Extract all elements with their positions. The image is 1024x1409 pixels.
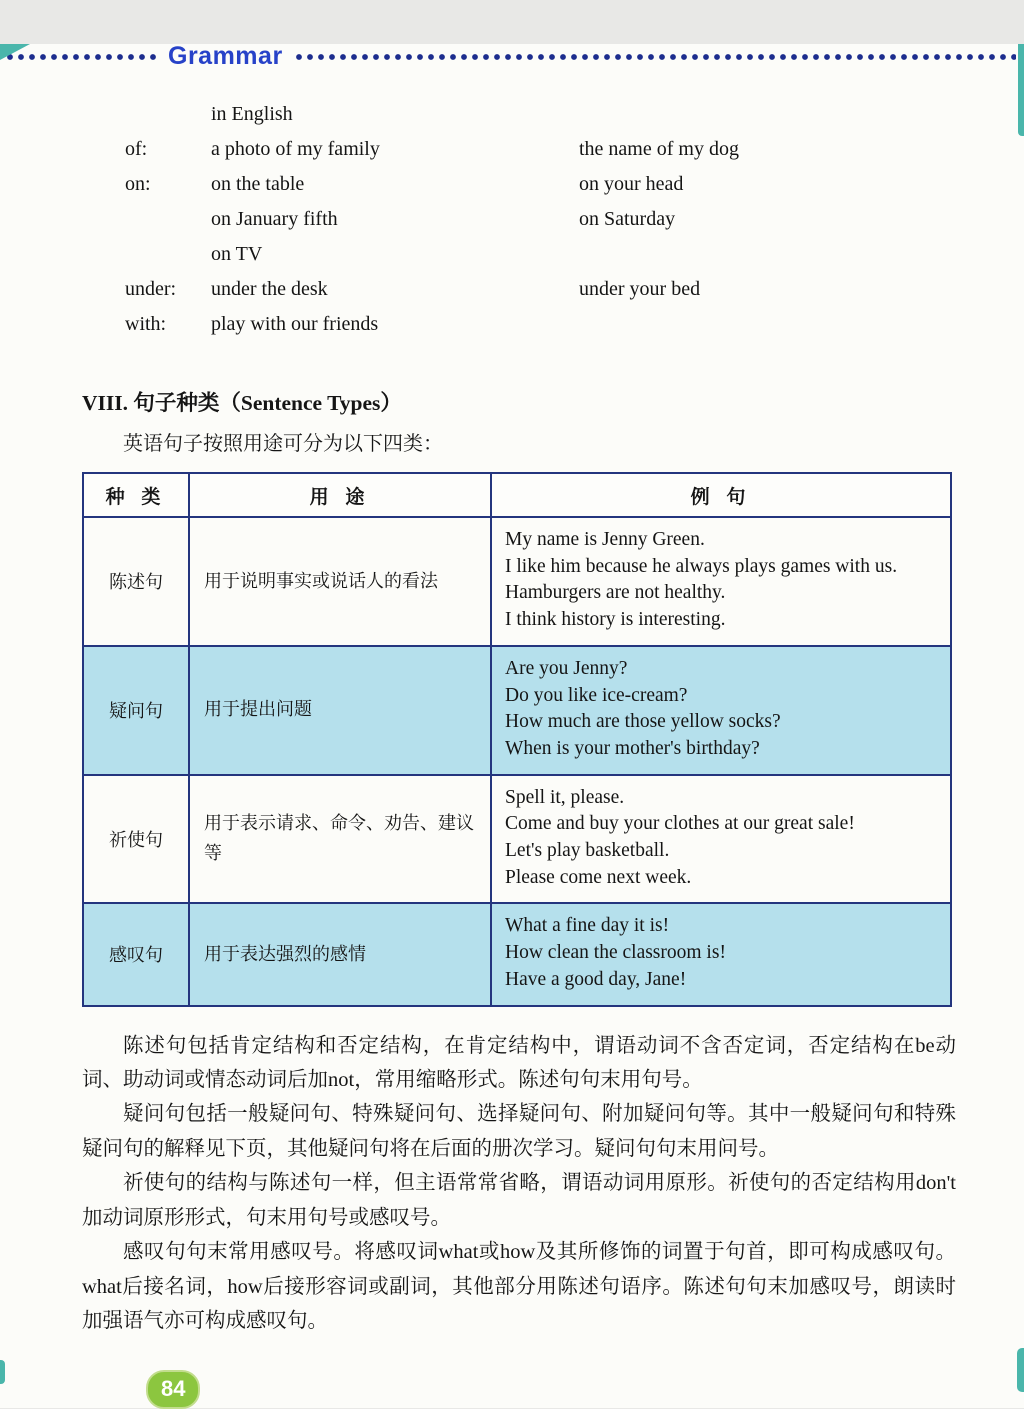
- scan-edge-mark-top-left: [0, 44, 30, 60]
- preposition-row: [125, 272, 964, 307]
- example-line: How much are those yellow socks?: [505, 711, 781, 733]
- example-line: How clean the classroom is!: [505, 942, 726, 964]
- paragraph-declarative: 陈述句包括肯定结构和否定结构，在肯定结构中，谓语动词不含否定词，否定结构在be动词、助动词或情态动词后加not，常用缩略形式。陈述句句末用句号。: [82, 1034, 956, 1091]
- preposition-label: under:: [125, 278, 177, 300]
- section-heading: VIII. 句子种类（Sentence Types）: [82, 391, 402, 415]
- sentence-examples: [491, 775, 951, 904]
- preposition-example: [579, 307, 964, 342]
- preposition-label: with:: [125, 313, 167, 335]
- paragraph-imperative: 祈使句的结构与陈述句一样，但主语常常省略，谓语动词用原形。祈使句的否定结构用don't加动词原形形式，句末用句号或感叹号。: [82, 1172, 956, 1229]
- sentence-types-table: [82, 472, 952, 1007]
- preposition-example: under the desk: [211, 278, 328, 300]
- page-title: Grammar: [168, 42, 283, 70]
- preposition-example: on your head: [579, 173, 684, 195]
- scan-edge-mark-bottom-right: [1017, 1348, 1024, 1392]
- paragraph-interrogative: 疑问句包括一般疑问句、特殊疑问句、选择疑问句、附加疑问句等。其中一般疑问句和特殊疑问句的解释见下页，其他疑问句将在后面的册次学习。疑问句句末用问号。: [82, 1103, 956, 1160]
- preposition-label: of:: [125, 138, 148, 160]
- sentence-usage: 用于表示请求、命令、劝告、建议等: [189, 775, 491, 904]
- sentence-examples: [491, 517, 951, 646]
- example-line: Have a good day, Jane!: [505, 968, 687, 990]
- sentence-examples: [491, 903, 951, 1005]
- preposition-label: [125, 237, 211, 272]
- preposition-example: [579, 97, 964, 132]
- explanation-text: [82, 1029, 956, 1339]
- preposition-row: [125, 237, 964, 272]
- example-line: Spell it, please.: [505, 786, 625, 808]
- preposition-examples: [125, 97, 964, 342]
- sentence-type-label: 陈述句: [83, 517, 189, 646]
- table-header-row: [83, 473, 951, 517]
- example-line: Hamburgers are not healthy.: [505, 582, 726, 604]
- sentence-examples: [491, 646, 951, 775]
- preposition-row: [125, 97, 964, 132]
- scan-edge-mark-bottom-left: [0, 1360, 5, 1384]
- preposition-example: a photo of my family: [211, 138, 380, 160]
- example-line: Let's play basketball.: [505, 840, 670, 862]
- preposition-row: [125, 307, 964, 342]
- textbook-page: [0, 44, 1024, 1408]
- page-footer: [146, 1370, 1024, 1409]
- example-line: Please come next week.: [505, 866, 692, 888]
- scan-edge-mark-top-right: [1018, 44, 1024, 136]
- dotted-rule-right: [295, 53, 1016, 61]
- preposition-example: on January fifth: [211, 208, 338, 230]
- sentence-usage: 用于提出问题: [189, 646, 491, 775]
- paragraph-exclamatory: 感叹句句末常用感叹号。将感叹词what或how及其所修饰的词置于句首，即可构成感叹句。what后接名词，how后接形容词或副词，其他部分用陈述句语序。陈述句句末加感叹号，朗读时加强语气亦可构成感叹句。: [82, 1241, 956, 1333]
- table-row-exclamatory: [83, 903, 951, 1005]
- preposition-example: on Saturday: [579, 208, 676, 230]
- preposition-label: [125, 202, 211, 237]
- example-line: Come and buy your clothes at our great sale!: [505, 813, 855, 835]
- example-line: When is your mother's birthday?: [505, 737, 760, 759]
- preposition-row: [125, 202, 964, 237]
- preposition-example: on the table: [211, 173, 305, 195]
- table-row-declarative: [83, 517, 951, 646]
- example-line: I think history is interesting.: [505, 609, 726, 631]
- column-header-usage: 用 途: [189, 473, 491, 517]
- preposition-row: [125, 132, 964, 167]
- preposition-example: on TV: [211, 243, 263, 265]
- example-line: My name is Jenny Green.: [505, 529, 705, 550]
- preposition-example: in English: [211, 103, 293, 125]
- preposition-label: [125, 97, 211, 132]
- sentence-usage: 用于说明事实或说话人的看法: [189, 517, 491, 646]
- section-intro: 英语句子按照用途可分为以下四类：: [123, 433, 443, 455]
- sentence-type-label: 祈使句: [83, 775, 189, 904]
- table-row-interrogative: [83, 646, 951, 775]
- page-number-badge: 84: [146, 1370, 200, 1409]
- example-line: I like him because he always plays games with us.: [505, 555, 898, 577]
- sentence-type-label: 疑问句: [83, 646, 189, 775]
- preposition-example: [579, 237, 964, 272]
- example-line: What a fine day it is!: [505, 915, 670, 937]
- preposition-label: on:: [125, 173, 151, 195]
- table-row-imperative: [83, 775, 951, 904]
- column-header-examples: 例 句: [491, 473, 951, 517]
- example-line: Do you like ice-cream?: [505, 684, 688, 706]
- sentence-type-label: 感叹句: [83, 903, 189, 1005]
- page-header: [0, 44, 1024, 69]
- example-line: Are you Jenny?: [505, 657, 628, 679]
- preposition-row: [125, 167, 964, 202]
- preposition-example: under your bed: [579, 278, 701, 300]
- preposition-example: the name of my dog: [579, 138, 739, 160]
- preposition-example: play with our friends: [211, 313, 379, 335]
- sentence-usage: 用于表达强烈的感情: [189, 903, 491, 1005]
- column-header-type: 种 类: [83, 473, 189, 517]
